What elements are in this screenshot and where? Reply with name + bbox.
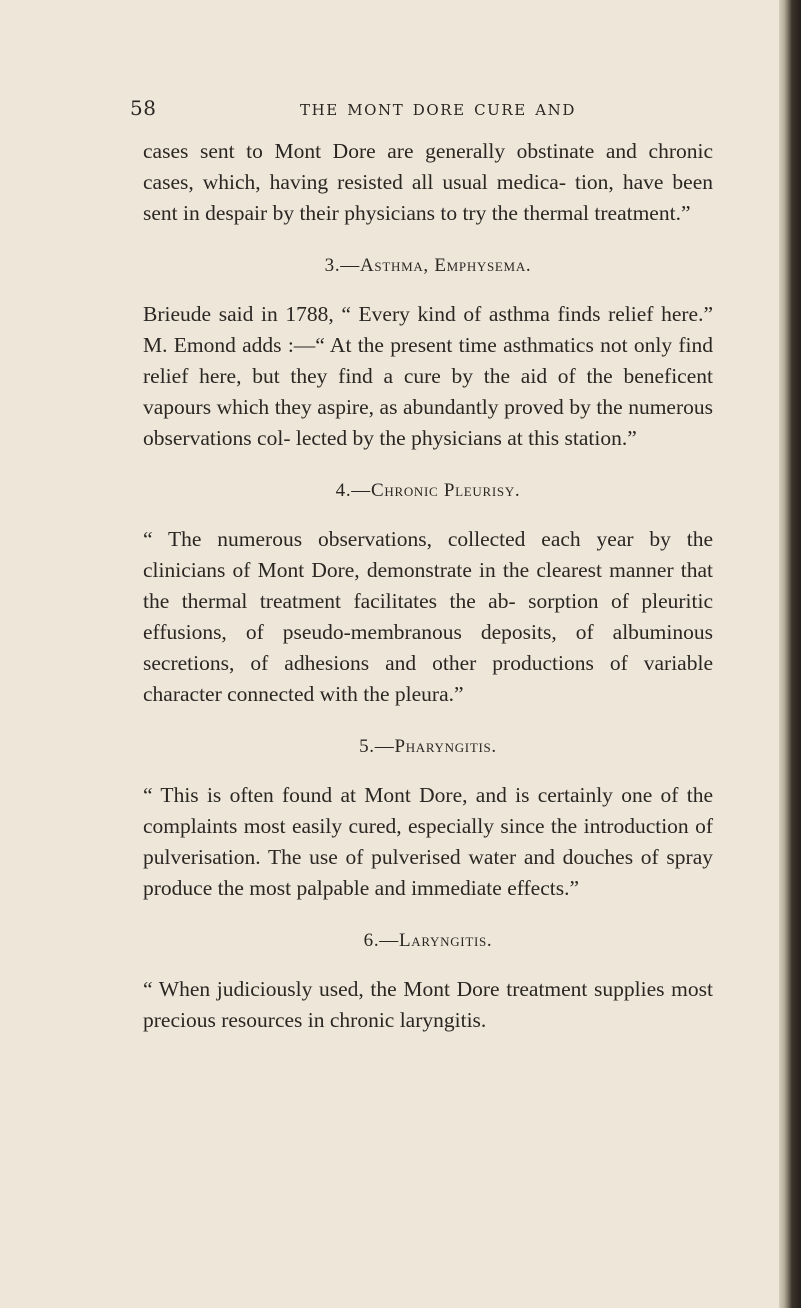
section-text-laryngitis: “ When judiciously used, the Mont Dore treatment supplies most precious resources in chronic laryngitis. (143, 977, 713, 1032)
section-text-asthma: Brieude said in 1788, “ Every kind of asthma finds relief here.” M. Emond adds :—“ At the present time asthmatics not only find relief here, but they find a cure by the aid of the beneficent vapours which they aspire, as abundantly proved by the numerous observations col- lected by the physicians at this station.” (143, 302, 713, 450)
section-heading-pleurisy: 4.—Chronic Pleurisy. (335, 480, 521, 501)
page-body (143, 136, 713, 1036)
page-binding-edge (779, 0, 801, 1308)
page-header (0, 96, 801, 136)
running-head: THE MONT DORE CURE AND (300, 101, 577, 119)
page-number: 58 (130, 96, 157, 120)
section-heading-pharyngitis: 5.—Pharyngitis. (359, 736, 497, 757)
section-text-pleurisy: “ The numerous observations, collected each year by the clinicians of Mont Dore, demonstrate in the clearest manner that the thermal treatment facilitates the ab- sorption of pleuritic effusions, of pseudo-membranous deposits, of albuminous secretions, of adhesions and other productions of variable character connected with the pleura.” (143, 527, 713, 706)
section-heading-asthma: 3.—Asthma, Emphysema. (324, 255, 532, 276)
section-heading-laryngitis: 6.—Laryngitis. (363, 930, 493, 951)
intro-paragraph: cases sent to Mont Dore are generally obstinate and chronic cases, which, having resisted all usual medica- tion, have been sent in despair by their physicians to try the thermal treatment.” (143, 139, 713, 225)
section-text-pharyngitis: “ This is often found at Mont Dore, and is certainly one of the complaints most easily cured, especially since the introduction of pulverisation. The use of pulverised water and douches of spray produce the most palpable and immediate effects.” (143, 783, 713, 900)
